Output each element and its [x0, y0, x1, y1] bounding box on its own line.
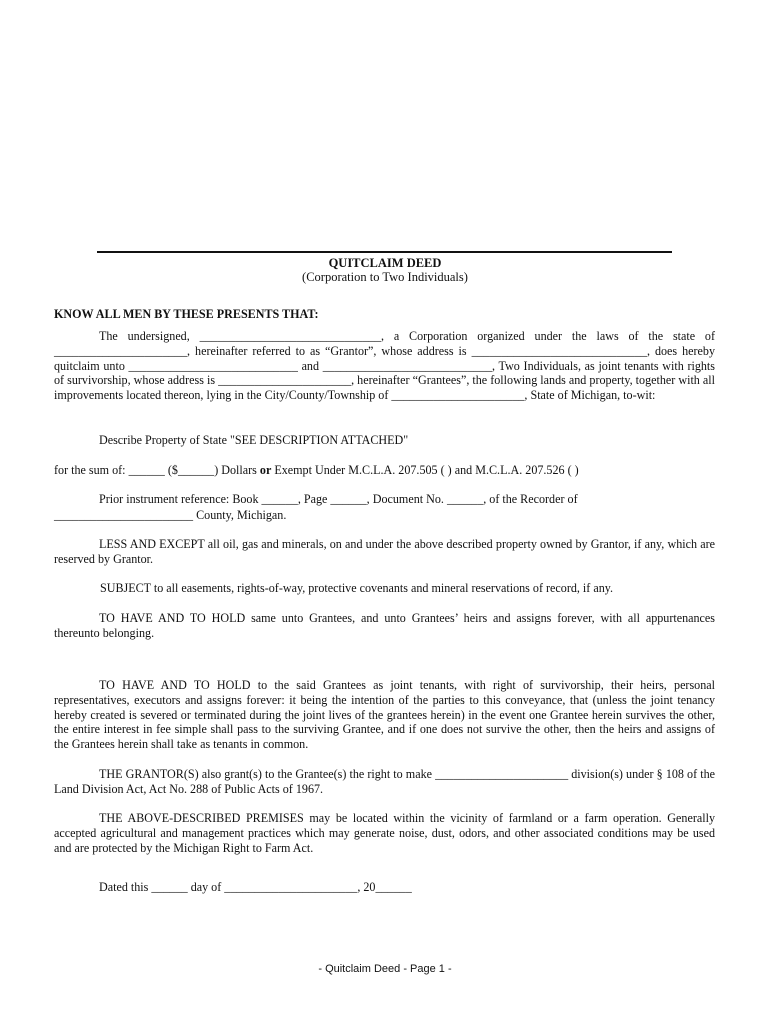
top-rule [97, 251, 672, 253]
paragraph-prior-instrument-line2: _______________________ County, Michigan. [54, 508, 287, 522]
page-footer [0, 963, 770, 975]
paragraph-grantor-divisions: THE GRANTOR(S) also grant(s) to the Grantee(s) the right to make ______________________ division(s) under § 108 of the Land Division Act, Act No. 288 of Public Acts of 1967. [54, 767, 715, 796]
paragraph-above-described: THE ABOVE-DESCRIBED PREMISES may be located within the vicinity of farmland or a farm operation. Generally accepted agricultural and management practices which may generate noise, dust, odors, and other associated conditions may be used and are protected by the Michigan Right to Farm Act. [54, 811, 715, 855]
document-subtitle: (Corporation to Two Individuals) [302, 270, 468, 284]
intro-heading: KNOW ALL MEN BY THESE PRESENTS THAT: [54, 307, 319, 321]
document-title: QUITCLAIM DEED [328, 256, 442, 270]
footer-left: - Quitclaim Deed - [318, 963, 411, 975]
sum-text: for the sum of: ______ ($______) Dollars or Exempt Under M.C.L.A. 207.505 ( ) and M.C.L.A. 207.526 ( ) [54, 463, 579, 477]
paragraph-to-have-1: TO HAVE AND TO HOLD same unto Grantees, and unto Grantees’ heirs and assigns forever, with all appurtenances thereunto belonging. [54, 611, 715, 640]
paragraph-describe-property: Describe Property of State "SEE DESCRIPTION ATTACHED" [99, 433, 409, 447]
paragraph-to-have-2: TO HAVE AND TO HOLD to the said Grantees as joint tenants, with right of survivorship, their heirs, personal representatives, executors and assigns forever: it being the intention of the parties to this conveyance, that (unless the joint tenancy hereby created is severed or terminated during the joint lives of the grantees herein) in the event one Grantee herein survives the other, the entire interest in fee simple shall pass to the surviving Grantee, and if one does not survive the other, then the heirs and assigns of the Grantees herein shall take as tenants in common. [54, 678, 715, 752]
footer-page-number: Page 1 [410, 963, 445, 975]
paragraph-subject: SUBJECT to all easements, rights-of-way, protective covenants and mineral reservations of record, if any. [100, 581, 614, 595]
footer-right: - [444, 963, 452, 975]
paragraph-less-and-except: LESS AND EXCEPT all oil, gas and minerals, on and under the above described property owned by Grantor, if any, which are reserved by Grantor. [54, 537, 715, 566]
paragraph-sum [54, 463, 715, 478]
paragraph-dated: Dated this ______ day of ______________________, 20______ [99, 880, 412, 894]
paragraph-undersigned: The undersigned, ______________________________, a Corporation organized under the laws of the state of ______________________, hereinafter referred to as “Grantor”, whose address is _____________________________, does hereby quitclaim unto ____________________________ and ____________________________, Two Individuals, as joint tenants with rights of survivorship, whose address is ______________________, hereinafter “Grantees”, the following lands and property, together with all improvements located thereon, lying in the City/County/Township of ______________________, State of Michigan, to-wit: [54, 329, 715, 403]
paragraph-prior-instrument-line1: Prior instrument reference: Book ______, Page ______, Document No. ______, of the Recorder of [99, 492, 578, 506]
